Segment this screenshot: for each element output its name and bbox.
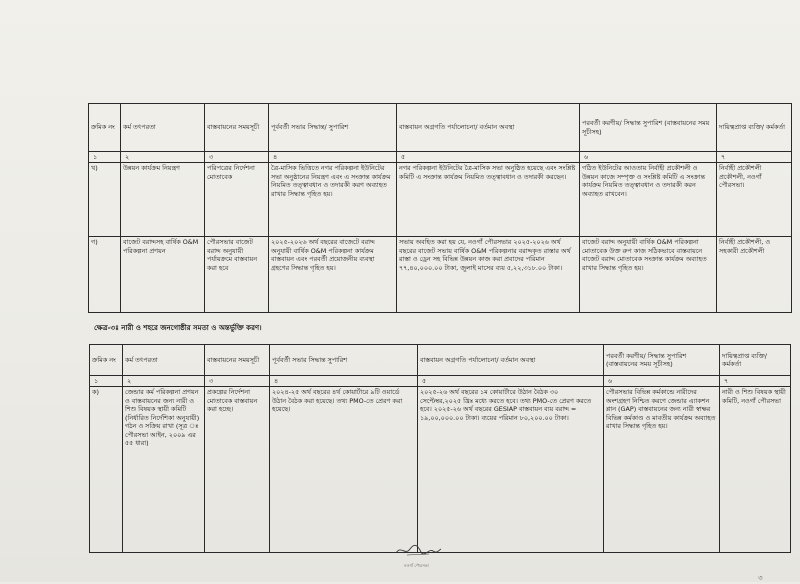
col-number: ৫: [418, 376, 604, 387]
cell-activity: বাজেট বরাদ্দসহ বার্ষিক O&M পরিকল্পনা প্রণয়ন: [121, 237, 205, 313]
table-row: [89, 237, 792, 313]
cell-serial: ক): [90, 387, 123, 553]
cell-activity: উন্নয়ন কার্যক্রম নিয়ন্ত্রণ: [121, 163, 205, 237]
cell-progress: ২০২৫-২৬ অর্থ বছরের ১ম কোয়ার্টারে উঠান বৈঠক ৩০ সেপ্টেম্বর,২০২৫ খ্রিঃ মধ্যে করতে হবে। তথ্য PMO-তে প্রেরণ করতে হবে। ২০২৫-২৬ অর্থ বছরের GESIAP বাস্তবায়ন ব্যয় বরাদ্দ = ১৯,০০,০০০.০০ টাকা। ব্যয়ের পরিমান ৮০,২০০.০০ টাকা।: [418, 387, 604, 553]
col-number: ৫: [397, 152, 580, 163]
cell-responsible: নারী ও শিশু বিষয়ক স্থায়ী কমিটি, নওগাঁ পৌরসভা: [720, 387, 791, 553]
col-number: ৩: [205, 152, 269, 163]
cell-progress: সভায় অবহিত করা হয় যে, নওগাঁ পৌরসভার ২০২৫-২০২৬ অর্থ বছরের বাজেট সভায় বার্ষিক O&M পরিকল্পনার বরাদ্দকৃত রাস্তার অর্থ রাস্তা ও ড্রেন সহ বিভিন্ন উন্নয়ন কাজ করা প্রবাদের পরিমান ৭৭,৪০,০০০.০০ টাকা, জুলাই মাসের ব্যয় ৫,২২,৩১৮.০০ টাকা।: [397, 237, 580, 313]
header-next-step: পরবর্তী করণীয়/ সিদ্ধান্ত সুপারিশ (বাস্তবায়নের সময় সূচীসহ): [580, 104, 717, 152]
header-timeline: বাস্তবায়নের সময়সূচী: [205, 345, 270, 376]
col-number: ৬: [604, 376, 720, 387]
cell-timeline: পরিপত্রের নির্দেশনা মোতাবেক: [205, 163, 269, 237]
col-number: ৬: [580, 152, 717, 163]
table-1: [88, 103, 792, 313]
col-number: ৪: [269, 152, 397, 163]
signature: [393, 543, 443, 557]
cell-prev-decision: ২০২৫-২০২৬ অর্থ বছরের বাজেটে বরাদ্দ অনুযায়ী বার্ষিক O&M পরিকল্পনা কার্যক্রম বাস্তবায়ন এবং পরবর্তী প্রয়োজনীয় ব্যবস্থা গ্রহণের সিদ্ধান্ত গৃহিত হয়।: [269, 237, 397, 313]
col-number: ১: [90, 376, 123, 387]
header-responsible: দায়িত্বপ্রাপ্ত ব্যক্তি/ কর্মকর্তা: [717, 104, 792, 152]
header-progress: বাস্তবায়ন অগ্রগতি পর্যালোচনা/ বর্তমান অবস্থা: [397, 104, 580, 152]
cell-prev-decision: ত্রৈ-মাসিক ভিত্তিতে নগর পরিকল্পনা ইউনিটের সভা অনুষ্ঠানের নিয়ন্ত্রণ এবং এ সংক্রান্ত কার্যক্রম নিয়মিত তত্ত্বাবধান ও তদারকী করণ অব্যাহত রাখার সিদ্ধান্ত গৃহিত হয়।: [269, 163, 397, 237]
table-header-row: [89, 104, 792, 152]
col-number: ৪: [270, 376, 418, 387]
cell-serial: গ): [89, 237, 121, 313]
header-serial: ক্রমিক নং: [89, 104, 121, 152]
header-progress: বাস্তবায়ন অগ্রগতি পর্যালোচনা/ বর্তমান অবস্থা: [418, 345, 604, 376]
header-serial: ক্রমিক নং: [90, 345, 123, 376]
page-number: ৩: [758, 574, 763, 582]
column-number-row: [89, 152, 792, 163]
header-responsible: দায়িত্বপ্রাপ্ত ব্যক্তি/ কর্মকর্তা: [720, 345, 791, 376]
cell-progress: নগর পরিকল্পনা ইউনিটের ত্রৈ-মাসিক সভা অনুষ্ঠিত হয়েছে এবং সংশ্লিষ্ট কমিটি এ সংক্রান্ত কার্যক্রম নিয়মিত তত্ত্বাবধান ও তদারকী করছেন।: [397, 163, 580, 237]
cell-responsible: নির্বাহী প্রকৌশলী, ও সহকারী প্রকৌশলী: [717, 237, 792, 313]
cell-timeline: প্রকল্পের নির্দেশনা মোতাবেক বাস্তবায়ন করা হচ্ছে।: [205, 387, 270, 553]
header-timeline: বাস্তবায়নের সময়সূচী: [205, 104, 269, 152]
table-row: [90, 387, 791, 553]
stamp-text: নওগাঁ পৌরসভা: [404, 563, 429, 568]
table-header-row: [90, 345, 791, 376]
col-number: ৩: [205, 376, 270, 387]
cell-responsible: নির্বাহী প্রকৌশলী প্রকৌশলী, নওগাঁ পৌরসভা।: [717, 163, 792, 237]
cell-next-step: বাজেট বরাদ্দ অনুযায়ী বার্ষিক O&M পরিকল্পনা মোতাবেক উক্ত রুপ কাজ সঠিকভাবে বাস্তবায়নে বাজেট বরাদ্দ মোতাবেক সংক্রান্ত কার্যক্রম অব্যাহত রাখার সিদ্ধান্ত গৃহিত হয়।: [580, 237, 717, 313]
col-number: ২: [121, 152, 205, 163]
col-number: ১: [89, 152, 121, 163]
cell-next-step: পৌরসভার বিভিন্ন কর্মকান্ডে নারীদের অংশগ্রহণ নিশ্চিত করণে জেন্ডার এ্যাকশন প্লান (GAP) বাস্তবায়নের জন্য নারী স্বাক্ষর বিভিন্ন কর্মকাণ্ড ও মাবতীয় কার্যক্রম অব্যাহত রাখার সিদ্ধান্ত গৃহিত হয়।: [604, 387, 720, 553]
column-number-row: [90, 376, 791, 387]
header-activity: কর্ম তৎপরতা: [123, 345, 205, 376]
cell-serial: খ): [89, 163, 121, 237]
section-title: ক্ষেত্র-৩ঃ নারী ও শহরে জনগোষ্ঠীর সমতা ও অন্তর্ভুক্তি করণ।: [94, 324, 262, 332]
table-row: [89, 163, 792, 237]
header-prev-decision: পূর্ববর্তী সভার সিদ্ধান্ত/ সুপারিশ: [269, 104, 397, 152]
col-number: ২: [123, 376, 205, 387]
col-number: ৭: [720, 376, 791, 387]
header-prev-decision: পূর্ববর্তী সভার সিদ্ধান্ত সুপারিশ: [270, 345, 418, 376]
header-activity: কর্ম তৎপরতা: [121, 104, 205, 152]
cell-next-step: গঠিত ইউনিটের আওতায় নির্বাহী প্রকৌশলী ও উন্নয়ন কাজে সম্পৃক্ত ও সংশ্লিষ্ট কমিটি এ সংক্রান্ত কার্যক্রম নিয়মিত তত্ত্বাবধান ও তদারকী করন অব্যাহত রাখবেন।: [580, 163, 717, 237]
cell-activity: জেন্ডার কর্ম পরিকল্পনা প্রণয়ন ও বাস্তবায়নের জন্য নারী ও শিশু বিষয়ক স্থায়ী কমিটি (নির্ধারিত নির্দেশিকা অনুযায়ী) গঠন ও সক্রিয় রাখা (সূত্র ঃ পৌরসভা আইন, ২০০৯ এর ৫৫ ধারা): [123, 387, 205, 553]
cell-prev-decision: ২০২৪-২৫ অর্থ বছরের ৪র্থ কোয়ার্টারে ৯টি ওয়ার্ডে উঠান বৈঠক করা হয়েছে। তথ্য PMO-তে প্রেরণ করা হয়েছে।: [270, 387, 418, 553]
table-2: [89, 344, 791, 553]
cell-timeline: পৌরসভার বাজেট বরাদ্দ অনুযায়ী পর্যায়ক্রমে বাস্তবায়ন করা হবে: [205, 237, 269, 313]
col-number: ৭: [717, 152, 792, 163]
header-next-step: পরবর্তী করণীয়/ সিদ্ধান্ত সুপারিশ (বাস্তবায়নের সময় সূচীসহ): [604, 345, 720, 376]
